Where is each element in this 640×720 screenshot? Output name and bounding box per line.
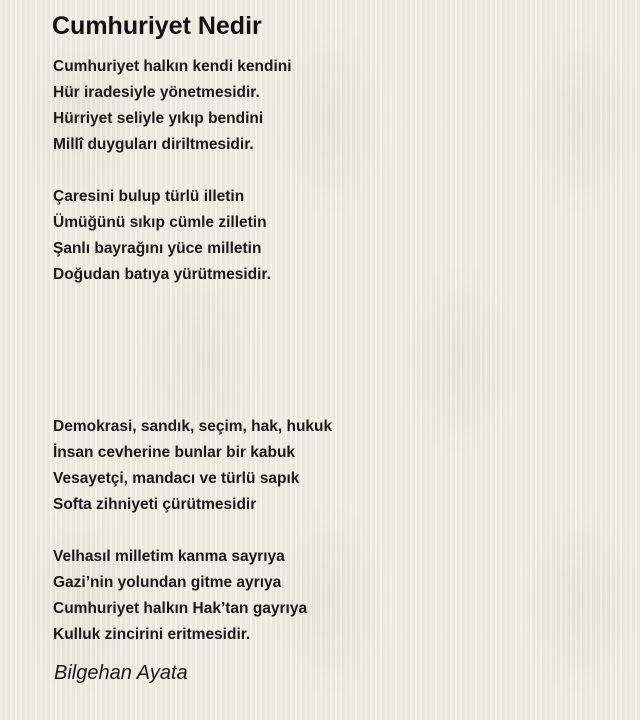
poem-title: Cumhuriyet Nedir (52, 12, 262, 40)
poem-line: Gazi’nin yolundan gitme ayrıya (53, 574, 282, 591)
stanza-3 (53, 414, 332, 518)
poem-line: Kulluk zincirini eritmesidir. (53, 626, 251, 643)
poem-line: Vesayetçi, mandacı ve türlü sapık (53, 470, 300, 487)
poem-line: Demokrasi, sandık, seçim, hak, hukuk (53, 418, 333, 435)
poem-line: Şanlı bayrağını yüce milletin (53, 240, 262, 257)
poem-author: Bilgehan Ayata (54, 662, 188, 684)
poem-line: Millî duyguları diriltmesidir. (53, 136, 254, 153)
poem-line: İnsan cevherine bunlar bir kabuk (53, 444, 296, 461)
poem-line: Velhasıl milletim kanma sayrıya (53, 548, 285, 565)
poem-line: Ümüğünü sıkıp cümle zilletin (53, 214, 267, 231)
poem-line: Doğudan batıya yürütmesidir. (53, 266, 271, 283)
poem-line: Cumhuriyet halkın Hak’tan gayrıya (53, 600, 308, 617)
poem-line: Softa zihniyeti çürütmesidir (53, 496, 257, 513)
stanza-4 (53, 544, 307, 648)
poem-line: Çaresini bulup türlü illetin (53, 188, 245, 205)
poem-line: Cumhuriyet halkın kendi kendini (53, 58, 292, 75)
stanza-1 (53, 54, 292, 158)
poem-line: Hürriyet seliyle yıkıp bendini (53, 110, 264, 127)
poem-line: Hür iradesiyle yönetmesidir. (53, 84, 260, 101)
stanza-2 (53, 184, 271, 288)
